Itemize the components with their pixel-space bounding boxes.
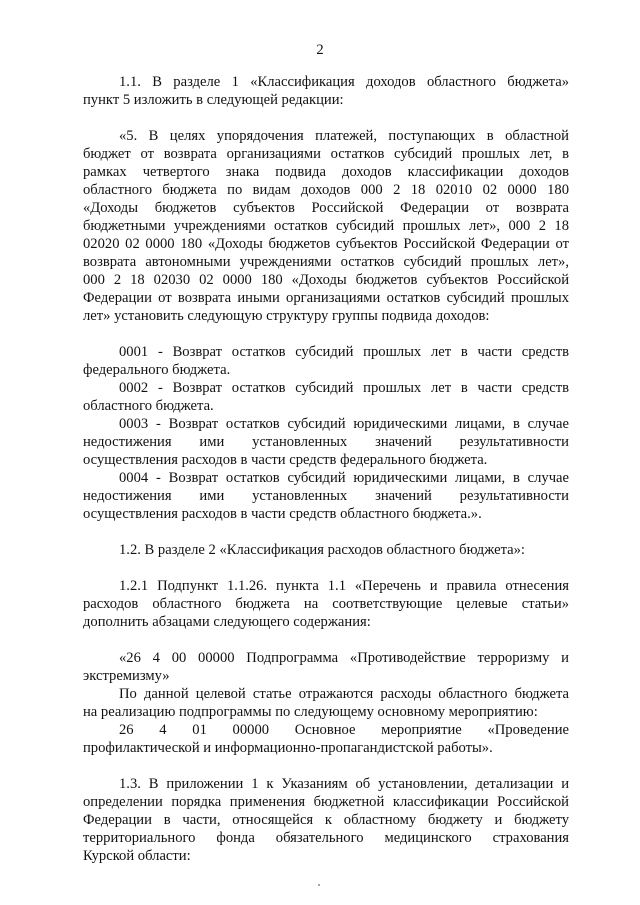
scan-speck (318, 884, 320, 886)
text-line: 1.2.1 Подпункт 1.1.26. пункта 1.1 «Перечень и правила отнесения (119, 578, 569, 594)
text-line: пункт 5 изложить в следующей редакции: (83, 92, 344, 108)
text-line: «Доходы бюджетов субъектов Российской Федерации от возврата (83, 200, 569, 216)
text-line: бюджет от возврата организациями остатков субсидий прошлых лет, в (83, 146, 569, 162)
text-line: бюджетными учреждениями остатков субсидий прошлых лет», 000 2 18 (83, 218, 569, 234)
text-line: 1.3. В приложении 1 к Указаниям об установлении, детализации и (119, 776, 569, 792)
text-line: Федерации в части, относящейся к областному бюджету и бюджету (83, 812, 569, 828)
text-line: экстремизму» (83, 668, 170, 684)
text-line: осуществления расходов в части средств федерального бюджета. (83, 452, 488, 468)
text-line: 26 4 01 00000 Основное мероприятие «Проведение (119, 722, 569, 738)
text-line: 1.1. В разделе 1 «Классификация доходов областного бюджета» (119, 74, 569, 90)
text-line: федерального бюджета. (83, 362, 231, 378)
text-line: определении порядка применения бюджетной классификации Российской (83, 794, 569, 810)
text-line: Курской области: (83, 848, 191, 864)
text-line: «5. В целях упорядочения платежей, поступающих в областной (119, 128, 569, 144)
text-line: лет» установить следующую структуру группы подвида доходов: (83, 308, 490, 324)
text-line: 0001 - Возврат остатков субсидий прошлых лет в части средств (119, 344, 569, 360)
text-line: «26 4 00 00000 Подпрограмма «Противодействие терроризму и (119, 650, 569, 666)
text-line: недостижения ими установленных значений результативности (83, 488, 569, 504)
text-line: рамках четвертого знака подвида доходов классификации доходов (83, 164, 569, 180)
text-line: Федерации от возврата иными организациями остатков субсидий прошлых (83, 290, 569, 306)
text-line: на реализацию подпрограммы по следующему основному мероприятию: (83, 704, 538, 720)
text-line: дополнить абзацами следующего содержания: (83, 614, 371, 630)
text-line: областного бюджета. (83, 398, 214, 414)
text-line: возврата автономными учреждениями остатков субсидий прошлых лет», (83, 254, 569, 270)
text-line: 1.2. В разделе 2 «Классификация расходов областного бюджета»: (119, 542, 525, 558)
text-line: недостижения ими установленных значений результативности (83, 434, 569, 450)
text-line: 0003 - Возврат остатков субсидий юридическими лицами, в случае (119, 416, 569, 432)
text-line: 02020 02 0000 180 «Доходы бюджетов субъектов Российской Федерации от (83, 236, 569, 252)
text-line: 000 2 18 02030 02 0000 180 «Доходы бюджетов субъектов Российской (83, 272, 569, 288)
text-line: 0004 - Возврат остатков субсидий юридическими лицами, в случае (119, 470, 569, 486)
text-line: осуществления расходов в части средств областного бюджета.». (83, 506, 482, 522)
text-line: областного бюджета по видам доходов 000 2 18 02010 02 0000 180 (83, 182, 569, 198)
text-line: профилактической и информационно-пропагандистской работы». (83, 740, 493, 756)
text-line: По данной целевой статье отражаются расходы областного бюджета (119, 686, 569, 702)
text-line: территориального фонда обязательного медицинского страхования (83, 830, 569, 846)
text-line: расходов областного бюджета на соответствующие целевые статьи» (83, 596, 569, 612)
text-line: 0002 - Возврат остатков субсидий прошлых лет в части средств (119, 380, 569, 396)
page-number: 2 (316, 42, 324, 58)
